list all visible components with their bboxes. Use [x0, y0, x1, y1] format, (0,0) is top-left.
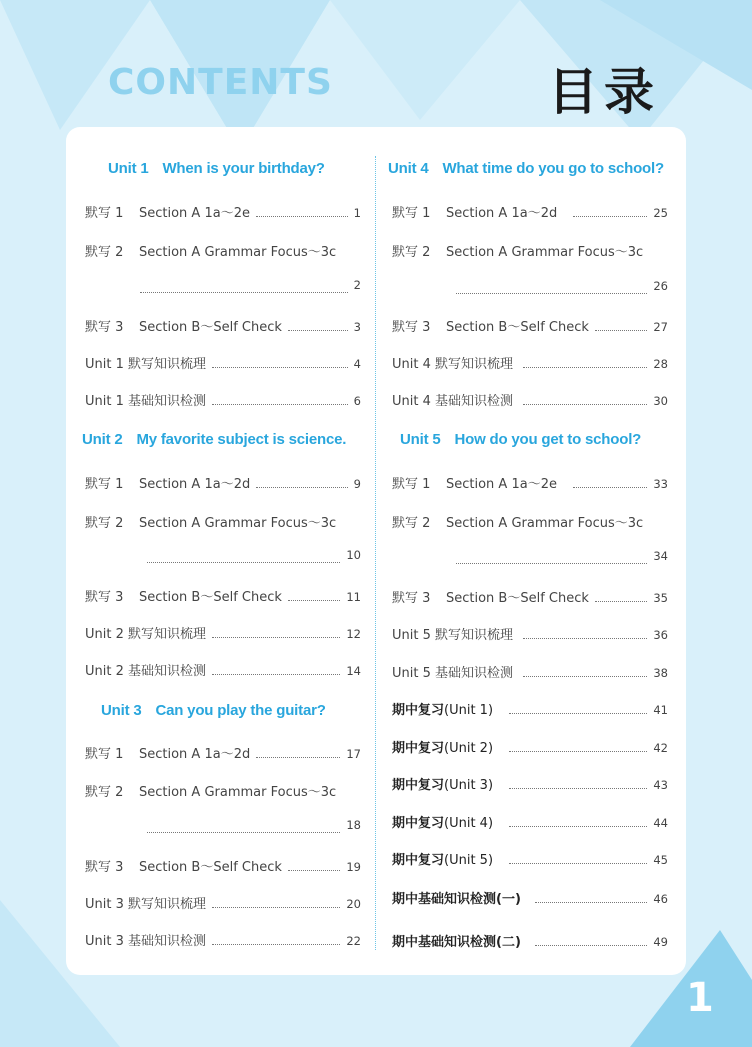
toc-entry[interactable]: 默写 1 Section A 1a～2e 1 — [85, 206, 361, 221]
toc-entry-review[interactable]: 期中复习(Unit 1) 41 — [392, 703, 668, 718]
toc-entry[interactable]: 默写 2 Section A Grammar Focus～3c — [85, 785, 337, 800]
toc-entry-review[interactable]: 期中复习(Unit 2) 42 — [392, 741, 668, 756]
toc-entry-continued[interactable]: 34 — [456, 549, 668, 567]
toc-entry[interactable]: Unit 3 基础知识检测 22 — [85, 934, 361, 949]
toc-entry[interactable]: 默写 1 Section A 1a～2e 33 — [392, 477, 668, 492]
toc-entry[interactable]: 默写 2 Section A Grammar Focus～3c — [392, 245, 644, 260]
toc-entry[interactable]: 默写 3 Section B～Self Check 11 — [85, 590, 361, 605]
page-number: 1 — [686, 975, 714, 1021]
unit-heading-5[interactable]: Unit 5 How do you get to school? — [400, 431, 642, 448]
toc-entry-review[interactable]: 期中复习(Unit 4) 44 — [392, 816, 668, 831]
unit-heading-2[interactable]: Unit 2 My favorite subject is science. — [82, 431, 347, 448]
toc-entry[interactable]: 默写 2 Section A Grammar Focus～3c — [85, 245, 337, 260]
toc-entry[interactable]: Unit 5 基础知识检测 38 — [392, 666, 668, 681]
toc-entry-review[interactable]: 期中复习(Unit 5) 45 — [392, 853, 668, 868]
toc-entry-midterm-test[interactable]: 期中基础知识检测(一) 46 — [392, 892, 668, 907]
toc-entry[interactable]: 默写 2 Section A Grammar Focus～3c — [85, 516, 337, 531]
toc-entry[interactable]: Unit 1 基础知识检测 6 — [85, 394, 361, 409]
toc-entry[interactable]: Unit 4 默写知识梳理 28 — [392, 357, 668, 372]
toc-entry[interactable]: Unit 2 基础知识检测 14 — [85, 664, 361, 679]
toc-entry-continued[interactable]: 18 — [147, 818, 361, 836]
toc-entry[interactable]: 默写 1 Section A 1a～2d 25 — [392, 206, 668, 221]
column-divider — [375, 156, 376, 950]
toc-entry-continued[interactable]: 2 — [140, 278, 361, 296]
toc-entry-midterm-test[interactable]: 期中基础知识检测(二) 49 — [392, 935, 668, 950]
unit-heading-3[interactable]: Unit 3 Can you play the guitar? — [101, 702, 326, 719]
toc-entry[interactable]: Unit 4 基础知识检测 30 — [392, 394, 668, 409]
toc-entry-continued[interactable]: 26 — [456, 279, 668, 297]
unit-heading-4[interactable]: Unit 4 What time do you go to school? — [388, 160, 664, 177]
toc-entry[interactable]: 默写 1 Section A 1a～2d 17 — [85, 747, 361, 762]
toc-entry[interactable]: Unit 1 默写知识梳理 4 — [85, 357, 361, 372]
toc-entry[interactable]: 默写 3 Section B～Self Check 3 — [85, 320, 361, 335]
toc-entry-review[interactable]: 期中复习(Unit 3) 43 — [392, 778, 668, 793]
toc-entry-continued[interactable]: 10 — [147, 548, 361, 566]
unit-heading-1[interactable]: Unit 1 When is your birthday? — [108, 160, 325, 177]
contents-title: CONTENTS — [108, 62, 333, 103]
toc-entry[interactable]: 默写 1 Section A 1a～2d 9 — [85, 477, 361, 492]
toc-entry[interactable]: Unit 3 默写知识梳理 20 — [85, 897, 361, 912]
toc-entry[interactable]: 默写 3 Section B～Self Check 35 — [392, 591, 668, 606]
toc-entry[interactable]: Unit 2 默写知识梳理 12 — [85, 627, 361, 642]
toc-entry[interactable]: 默写 3 Section B～Self Check 27 — [392, 320, 668, 335]
contents-title-cn: 目录 — [548, 63, 660, 121]
toc-entry[interactable]: 默写 2 Section A Grammar Focus～3c — [392, 516, 644, 531]
toc-entry[interactable]: Unit 5 默写知识梳理 36 — [392, 628, 668, 643]
toc-entry[interactable]: 默写 3 Section B～Self Check 19 — [85, 860, 361, 875]
